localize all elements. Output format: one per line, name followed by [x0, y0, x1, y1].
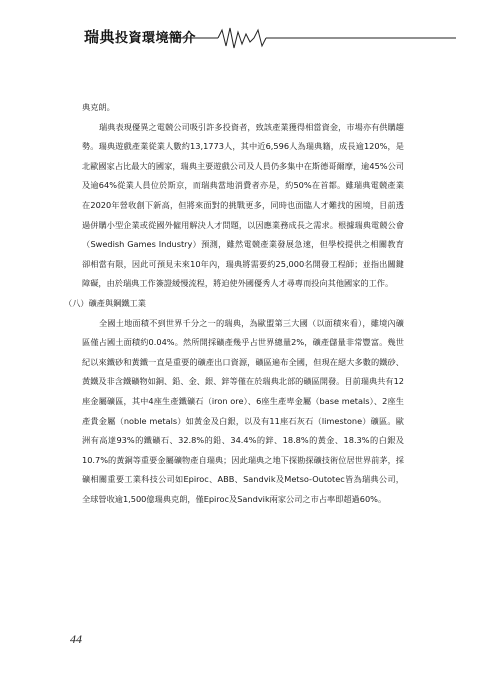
- header-title-big: 瑞典: [84, 28, 116, 46]
- running-header: [26, 24, 456, 50]
- paragraph-mining: 全國土地面積不到世界千分之一的瑞典，為歐盟第三大國（以面積來看），雖境內礦區僅占國土面積約0.04%。然所開採礦產幾乎占世界總量2%，礦產儲量非常豐富。幾世紀以來鐵砂和黃鐵一直是重要的礦產出口資源，礦區遍布全國，但現在絕大多數的鐵砂、黃鐵及非含鐵礦物如銅、鉛、金、銀、鋅等僅在於瑞典北部的礦區開發。目前瑞典共有12座金屬礦區，其中4座生產鐵礦石（iron ore）、6座生產卑金屬（base metals）、2座生產貴金屬（noble metals）如黃金及白銀，以及有11座石灰石（limestone）礦區。歐洲有高達93%的鐵礦石、32.8%的鉛、34.4%的鋅、18.8%的黃金、18.3%的白銀及10.7%的黃銅等重要金屬礦物產自瑞典；因此瑞典之地下探勘探礦技術位居世界前茅，採礦相關重要工業科技公司如Epiroc、ABB、Sandvik及Metso-Outotec皆為瑞典公司，全球營收逾1,500億瑞典克朗，僅Epiroc及Sandvik兩家公司之市占率即超過60%。: [82, 317, 404, 504]
- section-heading: （八）礦產與鋼鐵工業: [64, 297, 146, 308]
- header-title-rest: 投資環境簡介: [115, 31, 197, 46]
- paragraph-esports: 瑞典表現優異之電競公司吸引許多投資者，致該產業獲得相當資金，市場亦有供購趨勢。瑞典遊戲產業從業人數約13,1773人，其中近6,596人為瑞典籍，成長逾120%，是北歐國家占比最大的國家，瑞典主要遊戲公司及人員仍多集中在斯德哥爾摩，逾45%公司及逾64%從業人員位於斯京，而瑞典當地消費者亦是，約50%在首都。雖瑞典電競產業在2020年營收創下新高，但將來面對的挑戰更多，同時也面臨人才難找的困境，目前透過併購小型企業或從國外僱用解決人才問題，以因應業務成長之需求。根據瑞典電競公會（Swedish Games Industry）預測，雖然電競產業發展急速，但學校提供之相關教育卻相當有限，因此可預見未來10年內，瑞典將需要約25,000名開發工程師；並指出關鍵障礙，由於瑞典工作簽證緩慢流程，將迫使外國優秀人才尋專而投向其他國家的工作。: [82, 121, 404, 289]
- header-pulse-line: [26, 24, 456, 50]
- page-number: 44: [70, 632, 82, 646]
- paragraph-continuation: 典克朗。: [82, 102, 115, 112]
- body-text: [64, 98, 404, 509]
